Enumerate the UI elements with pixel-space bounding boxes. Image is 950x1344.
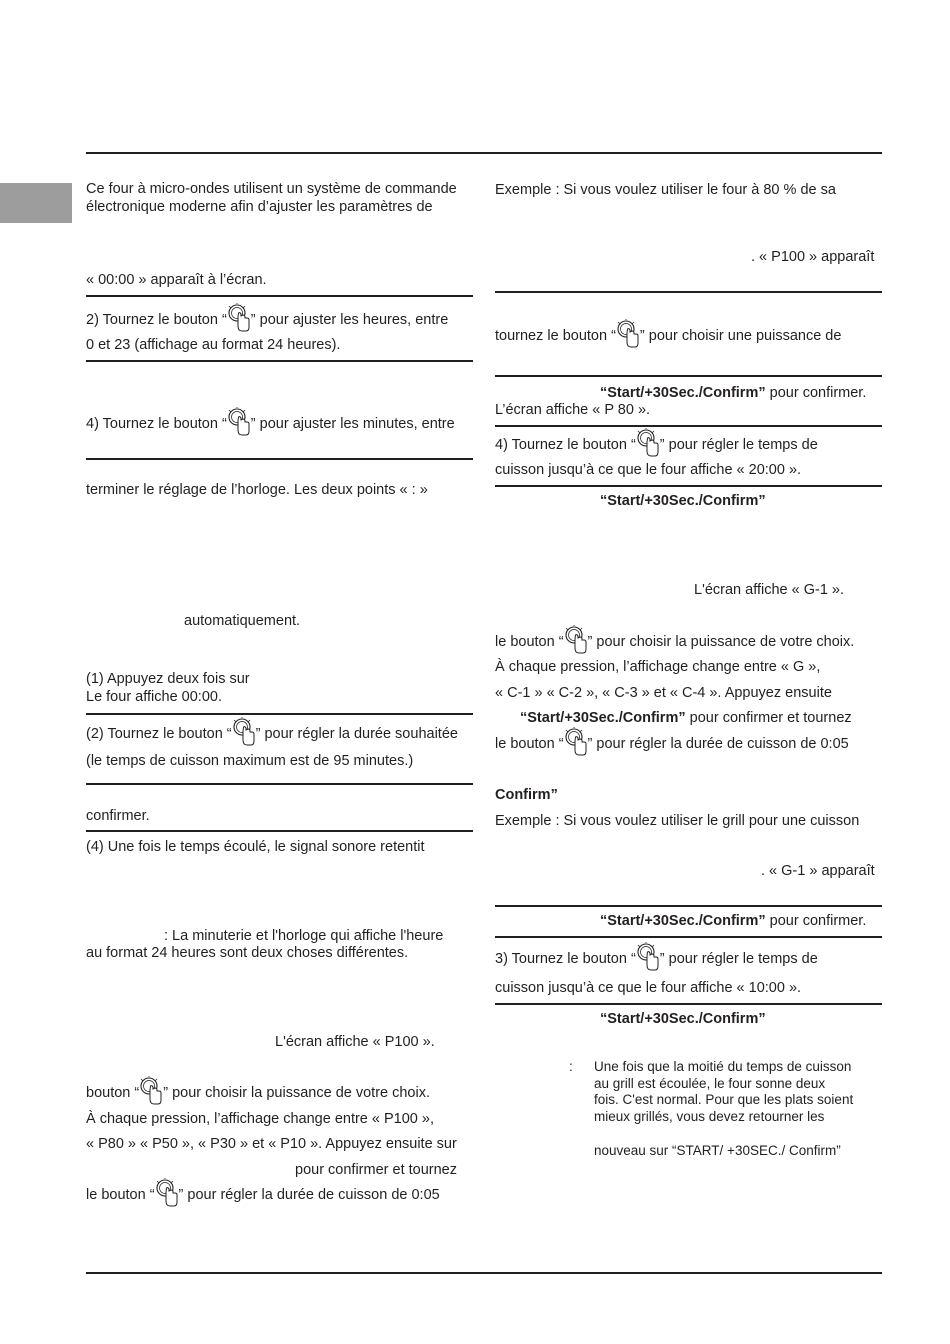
example-time-line: cuisson jusqu’à ce que le four affiche « 20:00 ». <box>495 462 802 478</box>
grill-power-line: le bouton “ ” pour choisir la puissance de votre choix. <box>495 633 854 651</box>
timer-note-line-2: au format 24 heures sont deux choses différentes. <box>86 945 409 961</box>
microwave-duration-line: le bouton “ ” pour régler la durée de cuisson de 0:05 <box>86 1186 440 1204</box>
knob-icon <box>616 319 640 349</box>
knob-icon <box>227 303 251 333</box>
g1-appears-text: . « G-1 » apparaît <box>761 863 875 879</box>
grill-note-line-1: Une fois que la moitié du temps de cuisson <box>594 1059 852 1074</box>
knob-icon <box>564 625 588 655</box>
timer-max-text: (le temps de cuisson maximum est de 95 minutes.) <box>86 753 414 769</box>
example-knob-power-line: tournez le bouton “ ” pour choisir une puissance de <box>495 327 841 345</box>
microwave-confirm-line: pour confirmer et tournez <box>295 1162 457 1178</box>
section-side-tab <box>0 183 72 223</box>
knob-icon <box>227 407 251 437</box>
timer-confirm-text: confirmer. <box>86 808 150 824</box>
divider <box>86 295 473 297</box>
start-confirm-label: “Start/+30Sec./Confirm” <box>600 493 766 509</box>
divider <box>495 291 882 293</box>
divider <box>495 1003 882 1005</box>
g1-display-text: L'écran affiche « G-1 ». <box>694 582 845 598</box>
p80-display-text: L’écran affiche « P 80 ». <box>495 402 651 418</box>
microwave-cycle-line-2: « P80 » « P50 », « P30 » et « P10 ». Appuyez ensuite sur <box>86 1136 457 1152</box>
clock-intro-line-1: Ce four à micro-ondes utilisent un système de commande <box>86 181 457 197</box>
divider <box>495 375 882 377</box>
divider <box>495 485 882 487</box>
timer-step-4: (4) Une fois le temps écoulé, le signal sonore retentit <box>86 839 425 855</box>
divider <box>495 905 882 907</box>
microwave-display-text: L'écran affiche « P100 ». <box>275 1034 435 1050</box>
timer-note-line-1: : La minuterie et l'horloge qui affiche l'heure <box>164 928 444 944</box>
grill-note-line-5: nouveau sur “START/ +30SEC./ Confirm” <box>594 1143 841 1158</box>
timer-display-text: Le four affiche 00:00. <box>86 689 222 705</box>
knob-icon <box>564 727 588 757</box>
knob-icon <box>636 428 660 458</box>
grill-example-confirm-line: “Start/+30Sec./Confirm” pour confirmer. <box>600 913 867 929</box>
clock-step-4: 4) Tournez le bouton “ ” pour ajuster les minutes, entre <box>86 415 455 433</box>
note-colon: : <box>569 1059 573 1074</box>
example-grill-text: Exemple : Si vous voulez utiliser le grill pour une cuisson <box>495 813 860 829</box>
divider <box>86 783 473 785</box>
clock-display-text: « 00:00 » apparaît à l’écran. <box>86 272 267 288</box>
grill-note-line-4: mieux grillés, vous devez retourner les <box>594 1109 825 1124</box>
knob-icon <box>636 942 660 972</box>
grill-example-step-3: 3) Tournez le bouton “ ” pour régler le temps de <box>495 950 818 968</box>
divider <box>495 425 882 427</box>
clock-step-2: 2) Tournez le bouton “ ” pour ajuster les heures, entre <box>86 311 448 329</box>
example-80-text: Exemple : Si vous voulez utiliser le four à 80 % de sa <box>495 182 836 198</box>
knob-icon <box>232 717 256 747</box>
grill-duration-line: le bouton “ ” pour régler la durée de cuisson de 0:05 <box>495 735 849 753</box>
clock-finish-text: terminer le réglage de l’horloge. Les deux points « : » <box>86 482 428 498</box>
divider <box>86 360 473 362</box>
example-confirm-line: “Start/+30Sec./Confirm” pour confirmer. <box>600 385 867 401</box>
timer-step-2: (2) Tournez le bouton “ ” pour régler la durée souhaitée <box>86 725 458 743</box>
clock-intro-line-2: électronique moderne afin d’ajuster les paramètres de <box>86 199 433 215</box>
confirm-label: Confirm” <box>495 787 558 803</box>
p100-appears-text: . « P100 » apparaît <box>751 249 875 265</box>
divider <box>86 830 473 832</box>
knob-icon <box>139 1076 163 1106</box>
divider <box>495 936 882 938</box>
grill-example-time-line: cuisson jusqu’à ce que le four affiche « 10:00 ». <box>495 980 802 996</box>
timer-step-1: (1) Appuyez deux fois sur <box>86 671 250 687</box>
grill-note-line-2: au grill est écoulée, le four sonne deux <box>594 1076 826 1091</box>
grill-confirm-line: “Start/+30Sec./Confirm” pour confirmer et tournez <box>520 710 852 726</box>
top-rule <box>86 152 882 154</box>
clock-step-2-range: 0 et 23 (affichage au format 24 heures). <box>86 337 341 353</box>
microwave-cycle-line-1: À chaque pression, l’affichage change entre « P100 », <box>86 1111 434 1127</box>
grill-note-line-3: fois. C'est normal. Pour que les plats soient <box>594 1092 854 1107</box>
divider <box>86 458 473 460</box>
divider <box>86 713 473 715</box>
microwave-power-line: bouton “ ” pour choisir la puissance de votre choix. <box>86 1084 430 1102</box>
grill-cycle-line-1: À chaque pression, l’affichage change entre « G », <box>495 659 821 675</box>
knob-icon <box>155 1178 179 1208</box>
grill-cycle-line-2: « C-1 » « C-2 », « C-3 » et « C-4 ». Appuyez ensuite <box>495 685 832 701</box>
start-confirm-label: “Start/+30Sec./Confirm” <box>600 1011 766 1027</box>
bottom-rule <box>86 1272 882 1274</box>
example-step-4: 4) Tournez le bouton “ ” pour régler le temps de <box>495 436 818 454</box>
automatic-text: automatiquement. <box>184 613 301 629</box>
